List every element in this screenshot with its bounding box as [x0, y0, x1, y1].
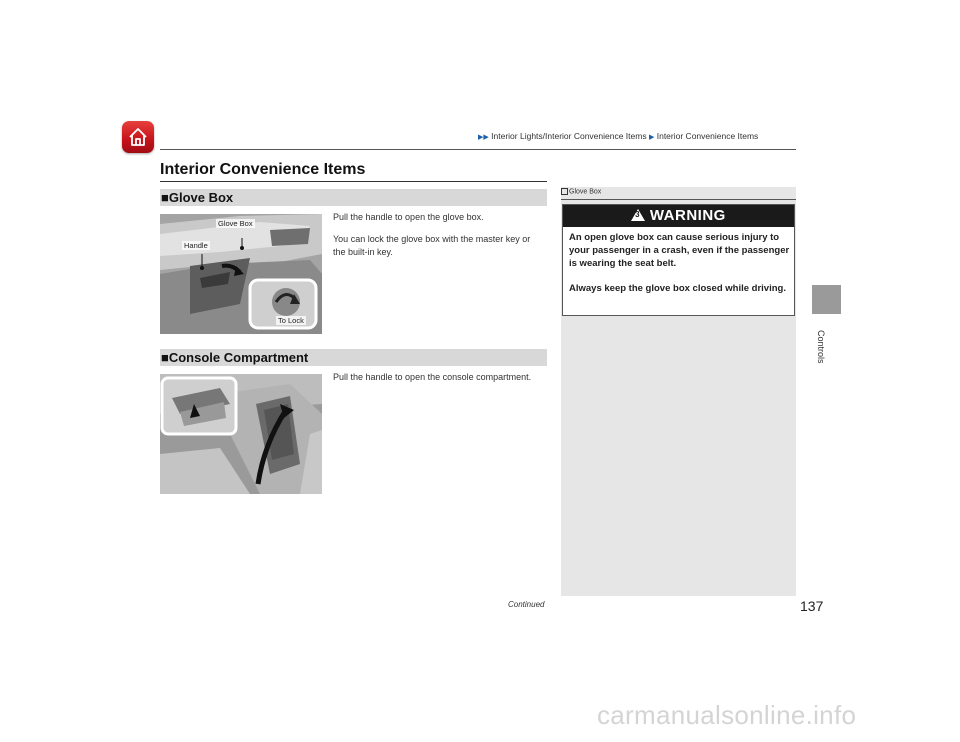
breadcrumb-arrow-icon: ▶▶: [478, 134, 489, 141]
paragraph: Pull the handle to open the glove box.: [333, 212, 484, 222]
title-divider: [160, 181, 547, 182]
warning-paragraph: Always keep the glove box closed while driving.: [569, 283, 786, 294]
page-number: 137: [800, 598, 824, 614]
warning-heading: WARNING: [649, 207, 726, 224]
warning-paragraph: An open glove box can cause serious injury to your passenger in a crash, even if the passenger is wearing the seat belt.: [569, 232, 790, 269]
console-compartment-text: [333, 371, 543, 384]
callout-to-lock: To Lock: [278, 316, 304, 325]
page-title: Interior Convenience Items: [160, 161, 366, 178]
breadcrumb-item[interactable]: Interior Convenience Items: [656, 131, 759, 141]
section-title: ■Console Compartment: [161, 350, 309, 365]
breadcrumb-arrow-icon: ▶: [648, 134, 655, 141]
home-button[interactable]: [122, 121, 154, 153]
section-heading-glove-box: [160, 189, 547, 206]
chapter-tab-label: Controls: [816, 330, 826, 364]
glove-box-illustration: [160, 214, 322, 334]
continued-label: Continued: [508, 600, 545, 609]
section-heading-console-compartment: [160, 349, 547, 366]
side-ref-label: Glove Box: [561, 188, 601, 195]
home-icon: [127, 126, 149, 148]
glove-box-text: [333, 211, 543, 259]
side-ref-divider: [561, 199, 796, 200]
ref-marker-icon: [561, 188, 568, 195]
paragraph: You can lock the glove box with the master key or the built-in key.: [333, 234, 531, 257]
chapter-tab[interactable]: [812, 285, 841, 314]
callout-handle: Handle: [184, 241, 208, 250]
warning-box: [562, 204, 795, 316]
section-title: ■Glove Box: [161, 190, 234, 205]
watermark: carmanualsonline.info: [597, 700, 857, 730]
breadcrumb: [478, 131, 758, 141]
console-compartment-illustration: [160, 374, 322, 494]
warning-triangle-icon: 3: [631, 209, 645, 221]
paragraph: Pull the handle to open the console compartment.: [333, 372, 532, 382]
breadcrumb-item[interactable]: Interior Lights/Interior Convenience Items: [491, 131, 647, 141]
warning-header: [563, 205, 794, 227]
callout-glove-box: Glove Box: [218, 219, 253, 228]
header-divider: [160, 149, 796, 150]
